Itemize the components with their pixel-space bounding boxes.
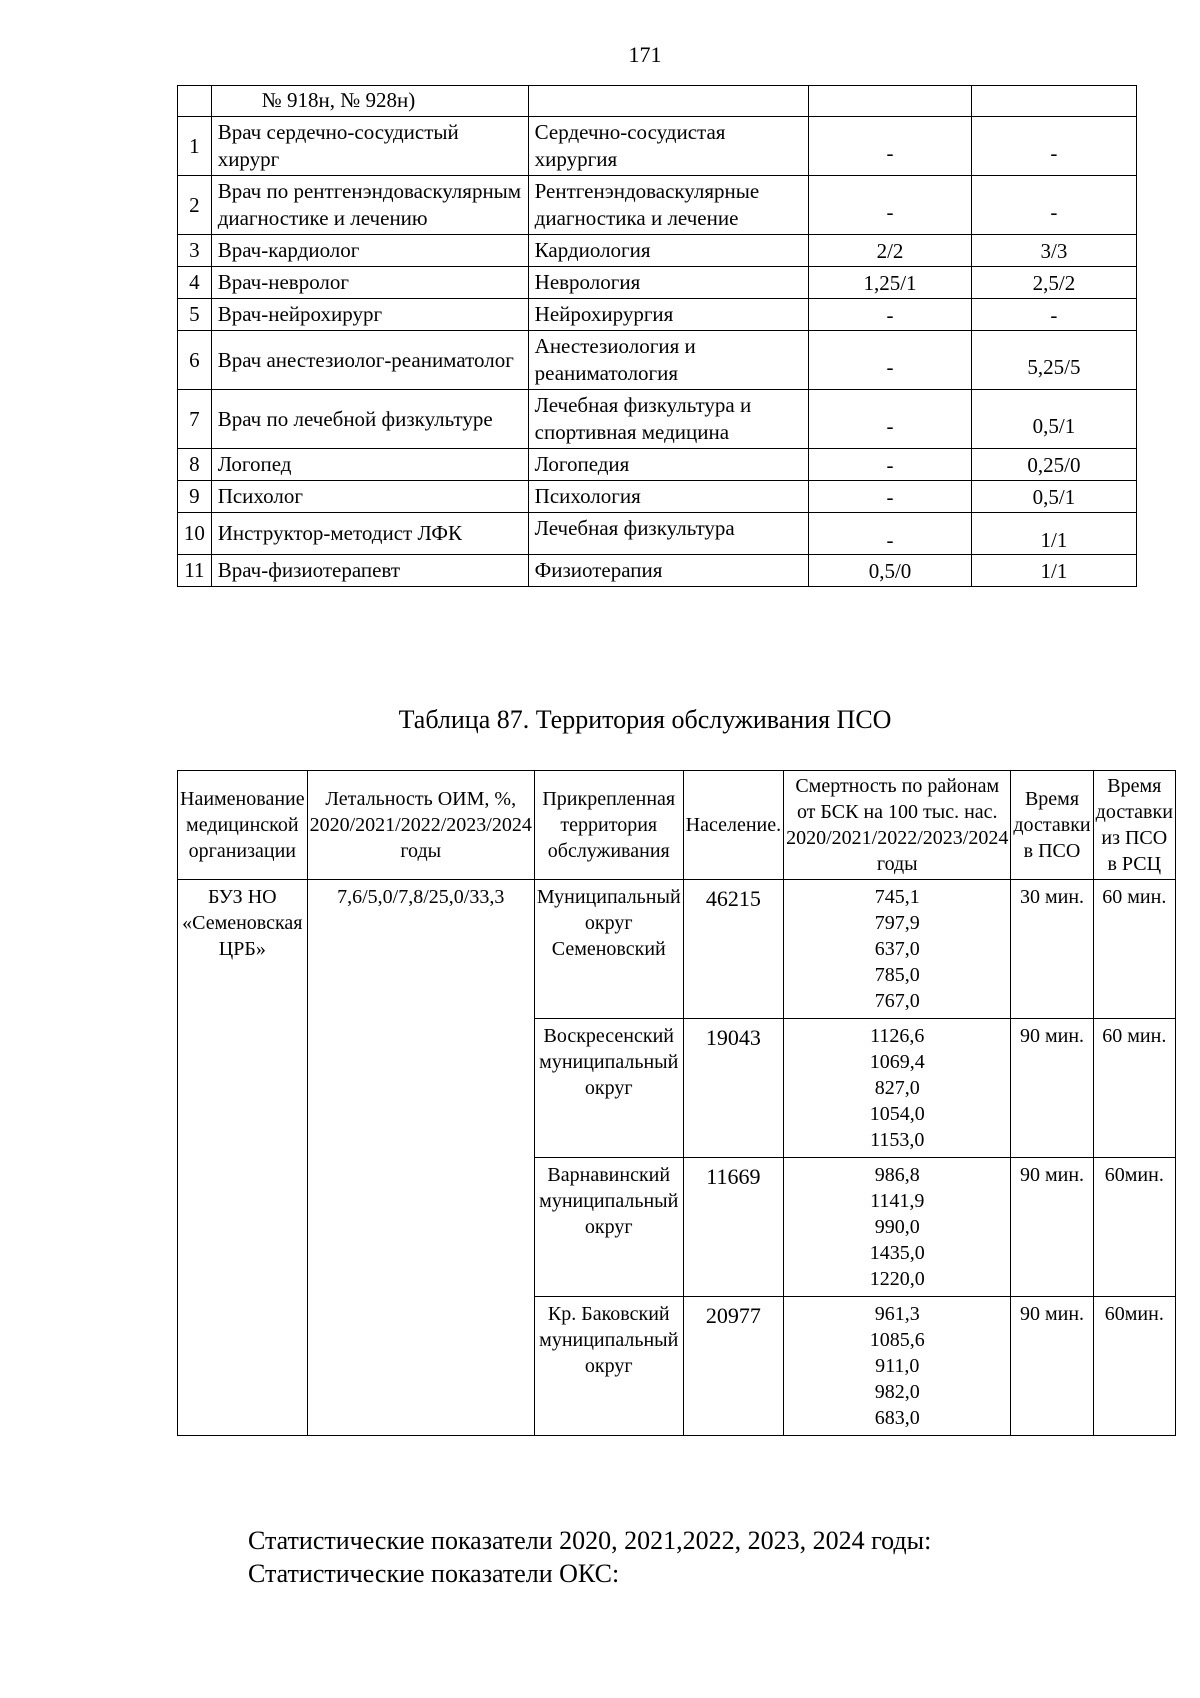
row-number: 10 — [178, 513, 212, 555]
territory-cell: Варнавинский муниципальный округ — [534, 1158, 683, 1297]
value-cell: - — [809, 331, 972, 390]
mortality-value: 637,0 — [874, 938, 920, 960]
time-pso-cell: 90 мин. — [1011, 1019, 1093, 1158]
table-cell: № 918н, № 928н) — [211, 86, 528, 117]
organization-cell: БУЗ НО «Семеновская ЦРБ» — [178, 880, 308, 1436]
mortality-value: 1435,0 — [869, 1242, 925, 1264]
mortality-value: 683,0 — [874, 1407, 920, 1429]
statistics-intro — [248, 1524, 931, 1590]
mortality-value: 745,1 — [874, 886, 920, 908]
territory-cell: Муниципальный округ Семеновский — [534, 880, 683, 1019]
table-row — [178, 299, 1137, 331]
table-caption: Таблица 87. Территория обслуживания ПСО — [398, 705, 892, 734]
specialty-cell: Нейрохирургия — [528, 299, 809, 331]
position-cell: Логопед — [211, 449, 528, 481]
position-cell: Врач-нейрохирург — [211, 299, 528, 331]
row-number: 8 — [178, 449, 212, 481]
mortality-value: 1126,6 — [870, 1025, 925, 1047]
value-cell: - — [971, 299, 1136, 331]
population-cell: 19043 — [683, 1019, 783, 1158]
row-number: 9 — [178, 481, 212, 513]
territory-cell: Кр. Баковский муниципальный округ — [534, 1297, 683, 1436]
value-cell: 2/2 — [809, 235, 972, 267]
value-cell: - — [971, 176, 1136, 235]
value-cell: - — [809, 449, 972, 481]
value-cell: 1,25/1 — [809, 267, 972, 299]
table-row — [178, 117, 1137, 176]
specialty-cell: Лечебная физкультура и спортивная медицина — [528, 390, 809, 449]
specialty-cell: Неврология — [528, 267, 809, 299]
position-cell: Врач-физиотерапевт — [211, 555, 528, 587]
specialty-cell: Логопедия — [528, 449, 809, 481]
table-row — [178, 86, 1137, 117]
column-header: Летальность ОИМ, %, 2020/2021/2022/2023/2024 годы — [307, 771, 534, 880]
mortality-value: 785,0 — [874, 964, 920, 986]
value-cell: - — [809, 176, 972, 235]
specialty-cell: Физиотерапия — [528, 555, 809, 587]
territory-cell: Воскресенский муниципальный округ — [534, 1019, 683, 1158]
row-number: 11 — [178, 555, 212, 587]
value-cell: 0,5/0 — [809, 555, 972, 587]
mortality-value: 1153,0 — [870, 1129, 925, 1151]
table-cell — [809, 86, 972, 117]
table-row — [178, 481, 1137, 513]
position-cell: Врач-кардиолог — [211, 235, 528, 267]
value-cell: - — [809, 390, 972, 449]
specialty-cell: Лечебная физкультура — [528, 513, 809, 555]
mortality-value: 961,3 — [874, 1303, 920, 1325]
table-row — [178, 176, 1137, 235]
column-header: Наименование медицинской организации — [178, 771, 308, 880]
table-header-row — [178, 771, 1176, 880]
mortality-value: 990,0 — [874, 1216, 920, 1238]
position-cell: Врач анестезиолог-реаниматолог — [211, 331, 528, 390]
table-cell — [528, 86, 809, 117]
position-cell: Психолог — [211, 481, 528, 513]
time-rsc-cell: 60мин. — [1093, 1297, 1175, 1436]
value-cell: 5,25/5 — [971, 331, 1136, 390]
position-cell: Врач по лечебной физкультуре — [211, 390, 528, 449]
row-number: 7 — [178, 390, 212, 449]
mortality-value: 1220,0 — [869, 1268, 925, 1290]
position-cell: Врач-невролог — [211, 267, 528, 299]
table-row — [178, 555, 1137, 587]
position-cell: Врач сердечно-сосудистый хирург — [211, 117, 528, 176]
mortality-value: 1069,4 — [869, 1051, 925, 1073]
population-cell: 20977 — [683, 1297, 783, 1436]
specialty-cell: Сердечно-сосудистая хирургия — [528, 117, 809, 176]
value-cell: 2,5/2 — [971, 267, 1136, 299]
mortality-cell — [784, 880, 1011, 1019]
table-row — [178, 235, 1137, 267]
value-cell: - — [809, 299, 972, 331]
lethality-cell: 7,6/5,0/7,8/25,0/33,3 — [307, 880, 534, 1436]
column-header: Время доставки в ПСО — [1011, 771, 1093, 880]
statistics-line: Статистические показатели 2020, 2021,2022, 2023, 2024 годы: — [248, 1526, 932, 1555]
table-row — [178, 513, 1137, 555]
staff-table — [177, 85, 1137, 587]
specialty-cell: Психология — [528, 481, 809, 513]
time-rsc-cell: 60мин. — [1093, 1158, 1175, 1297]
table-row — [178, 331, 1137, 390]
value-cell: 1/1 — [971, 555, 1136, 587]
column-header: Смертность по районам от БСК на 100 тыс. нас. 2020/2021/2022/2023/2024 годы — [784, 771, 1011, 880]
mortality-value: 911,0 — [875, 1355, 920, 1377]
mortality-value: 982,0 — [874, 1381, 920, 1403]
mortality-cell — [784, 1158, 1011, 1297]
time-rsc-cell: 60 мин. — [1093, 1019, 1175, 1158]
specialty-cell: Кардиология — [528, 235, 809, 267]
position-cell: Инструктор-методист ЛФК — [211, 513, 528, 555]
time-pso-cell: 90 мин. — [1011, 1297, 1093, 1436]
table-cell — [178, 86, 212, 117]
row-number: 4 — [178, 267, 212, 299]
mortality-value: 1141,9 — [870, 1190, 925, 1212]
population-cell: 11669 — [683, 1158, 783, 1297]
position-cell: Врач по рентгенэндоваскулярным диагностике и лечению — [211, 176, 528, 235]
mortality-value: 797,9 — [874, 912, 920, 934]
table-cell — [971, 86, 1136, 117]
value-cell: 0,25/0 — [971, 449, 1136, 481]
table-row — [178, 390, 1137, 449]
row-number: 6 — [178, 331, 212, 390]
column-header: Время доставки из ПСО в РСЦ — [1093, 771, 1175, 880]
mortality-value: 827,0 — [874, 1077, 920, 1099]
statistics-line: Статистические показатели ОКС: — [248, 1559, 620, 1588]
pso-territory-table — [177, 770, 1176, 1436]
value-cell: - — [971, 117, 1136, 176]
specialty-cell: Анестезиология и реаниматология — [528, 331, 809, 390]
mortality-value: 986,8 — [874, 1164, 920, 1186]
table-row — [178, 267, 1137, 299]
page-number: 171 — [628, 42, 662, 67]
mortality-value: 1085,6 — [869, 1329, 925, 1351]
time-rsc-cell: 60 мин. — [1093, 880, 1175, 1019]
mortality-value: 1054,0 — [869, 1103, 925, 1125]
value-cell: - — [809, 117, 972, 176]
table-row — [178, 449, 1137, 481]
value-cell: 3/3 — [971, 235, 1136, 267]
row-number: 1 — [178, 117, 212, 176]
mortality-cell — [784, 1297, 1011, 1436]
value-cell: 0,5/1 — [971, 390, 1136, 449]
row-number: 5 — [178, 299, 212, 331]
value-cell: - — [809, 481, 972, 513]
column-header: Прикрепленная территория обслуживания — [534, 771, 683, 880]
population-cell: 46215 — [683, 880, 783, 1019]
column-header: Население. — [683, 771, 783, 880]
mortality-cell — [784, 1019, 1011, 1158]
table-row — [178, 880, 1176, 1019]
value-cell: 1/1 — [971, 513, 1136, 555]
value-cell: - — [809, 513, 972, 555]
mortality-value: 767,0 — [874, 990, 920, 1012]
row-number: 2 — [178, 176, 212, 235]
time-pso-cell: 30 мин. — [1011, 880, 1093, 1019]
specialty-cell: Рентгенэндоваскулярные диагностика и лечение — [528, 176, 809, 235]
time-pso-cell: 90 мин. — [1011, 1158, 1093, 1297]
row-number: 3 — [178, 235, 212, 267]
value-cell: 0,5/1 — [971, 481, 1136, 513]
